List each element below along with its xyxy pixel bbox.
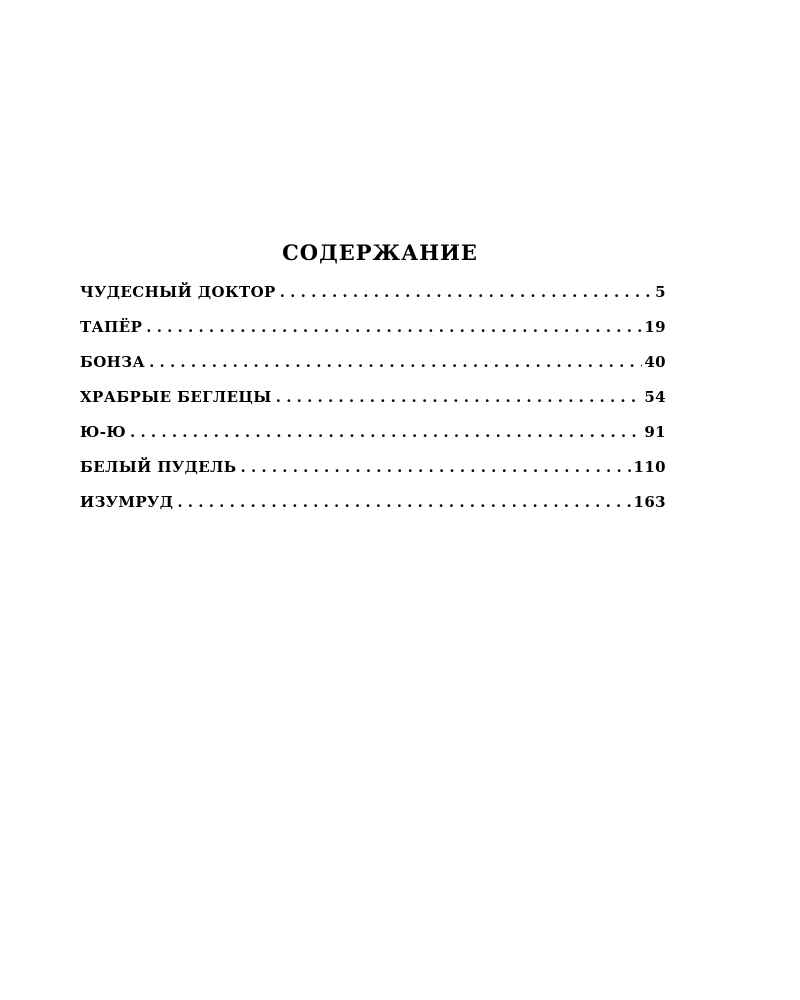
toc-entry-page: 91 [644,423,666,441]
table-of-contents [80,283,666,528]
toc-entry-title: БЕЛЫЙ ПУДЕЛЬ [80,458,237,476]
toc-entry-page: 40 [644,353,666,371]
dot-leader [177,493,631,511]
dot-leader [146,318,642,336]
toc-entry[interactable] [80,283,666,318]
page-title: СОДЕРЖАНИЕ [282,240,478,266]
toc-entry-page: 5 [655,283,666,301]
toc-entry-page: 19 [644,318,666,336]
toc-entry-title: Ю-Ю [80,423,127,441]
toc-entry[interactable] [80,493,666,528]
toc-entry-title: ТАПЁР [80,318,143,336]
dot-leader [280,283,653,301]
toc-entry[interactable] [80,423,666,458]
toc-entry[interactable] [80,318,666,353]
toc-entry-title: БОНЗА [80,353,146,371]
toc-entry[interactable] [80,353,666,388]
toc-entry-page: 163 [633,493,666,511]
dot-leader [149,353,642,371]
toc-entry-title: ИЗУМРУД [80,493,174,511]
toc-entry-title: ЧУДЕСНЫЙ ДОКТОР [80,283,276,301]
toc-entry-title: ХРАБРЫЕ БЕГЛЕЦЫ [80,388,272,406]
dot-leader [130,423,642,441]
dot-leader [276,388,643,406]
toc-entry[interactable] [80,388,666,423]
dot-leader [241,458,632,476]
toc-entry-page: 54 [644,388,666,406]
toc-entry[interactable] [80,458,666,493]
toc-entry-page: 110 [633,458,666,476]
